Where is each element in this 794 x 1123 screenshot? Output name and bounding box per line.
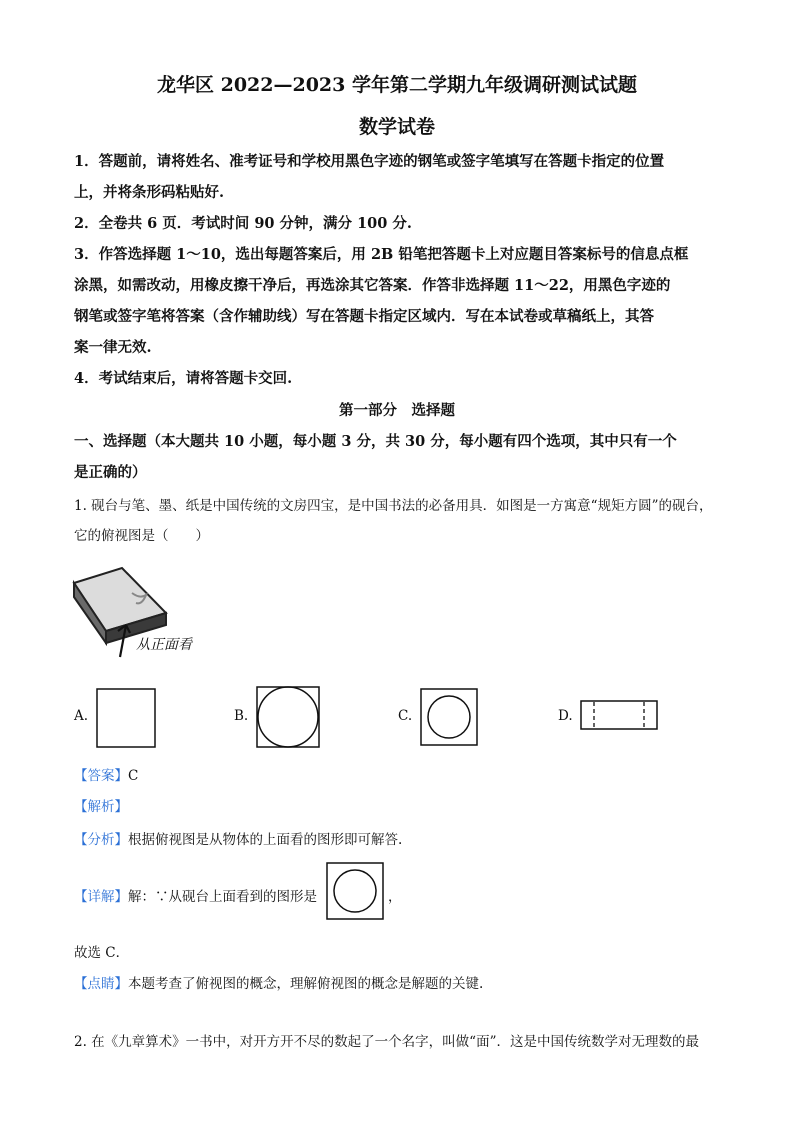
analysis-line [74, 795, 128, 815]
instruction-line: 4．考试结束后，请将答题卡交回. [74, 370, 293, 387]
detail-text: 解：∵从砚台上面看到的图形是 [128, 889, 317, 905]
option-c-label: C. [398, 708, 413, 724]
option-d-rectangle-dashed-icon [580, 700, 658, 730]
fenxi-line [74, 828, 402, 848]
comment-tag: 【点睛】 [74, 976, 128, 992]
answer-tag: 【答案】 [74, 768, 128, 784]
top-view-circle-in-square-icon [326, 862, 384, 920]
option-c-circle-in-square-icon [420, 688, 478, 746]
question-1-text: 1. 砚台与笔、墨、纸是中国传统的文房四宝，是中国书法的必备用具．如图是一方寓意“规矩方圆”的砚台， [74, 498, 713, 514]
detail-tag: 【详解】 [74, 889, 128, 905]
option-d-label: D. [558, 708, 573, 724]
section-heading: 一、选择题（本大题共 10 小题，每小题 3 分，共 30 分，每小题有四个选项，其中只有一个 [74, 433, 677, 450]
answer-value: C [128, 768, 139, 784]
option-a-label: A. [74, 708, 89, 724]
instruction-line: 涂黑，如需改动，用橡皮擦干净后，再选涂其它答案．作答非选择题 11～22，用黑色字迹的 [74, 277, 671, 294]
figure-caption: 从正面看 [136, 637, 192, 653]
question-1-text: 它的俯视图是（ ） [74, 528, 209, 544]
instruction-line: 案一律无效. [74, 339, 152, 356]
analysis-tag: 【解析】 [74, 799, 128, 815]
option-a-square-icon [96, 688, 156, 748]
instruction-line: 1．答题前，请将姓名、准考证号和学校用黑色字迹的钢笔或签字笔填写在答题卡指定的位置 [74, 153, 665, 170]
option-b-inscribed-circle-icon [256, 686, 320, 748]
detail-comma: ， [388, 889, 402, 905]
part-title: 第一部分 选择题 [339, 402, 455, 419]
instruction-line: 2．全卷共 6 页．考试时间 90 分钟，满分 100 分. [74, 215, 412, 232]
fenxi-text: 根据俯视图是从物体的上面看的图形即可解答. [128, 832, 403, 848]
comment-text: 本题考查了俯视图的概念，理解俯视图的概念是解题的关键. [128, 976, 484, 992]
conclusion-line: 故选 C． [74, 945, 130, 961]
exam-title: 龙华区 2022—2023 学年第二学期九年级调研测试试题 [157, 74, 637, 96]
comment-line [74, 972, 483, 992]
section-heading: 是正确的） [74, 464, 147, 481]
answer-line [74, 764, 138, 784]
detail-line [74, 885, 317, 905]
instruction-line: 3．作答选择题 1～10，选出每题答案后，用 2B 铅笔把答题卡上对应题目答案标号的信息点框 [74, 246, 689, 263]
exam-subtitle: 数学试卷 [358, 116, 435, 138]
fenxi-tag: 【分析】 [74, 832, 128, 848]
instruction-line: 钢笔或签字笔将答案（含作辅助线）写在答题卡指定区域内．写在本试卷或草稿纸上，其答 [74, 308, 654, 325]
question-2-text: 2. 在《九章算术》一书中，对开方开不尽的数起了一个名字，叫做“面”．这是中国传统数学对无理数的最 [74, 1034, 699, 1050]
instruction-line: 上，并将条形码粘贴好. [74, 184, 225, 201]
option-b-label: B. [234, 708, 249, 724]
